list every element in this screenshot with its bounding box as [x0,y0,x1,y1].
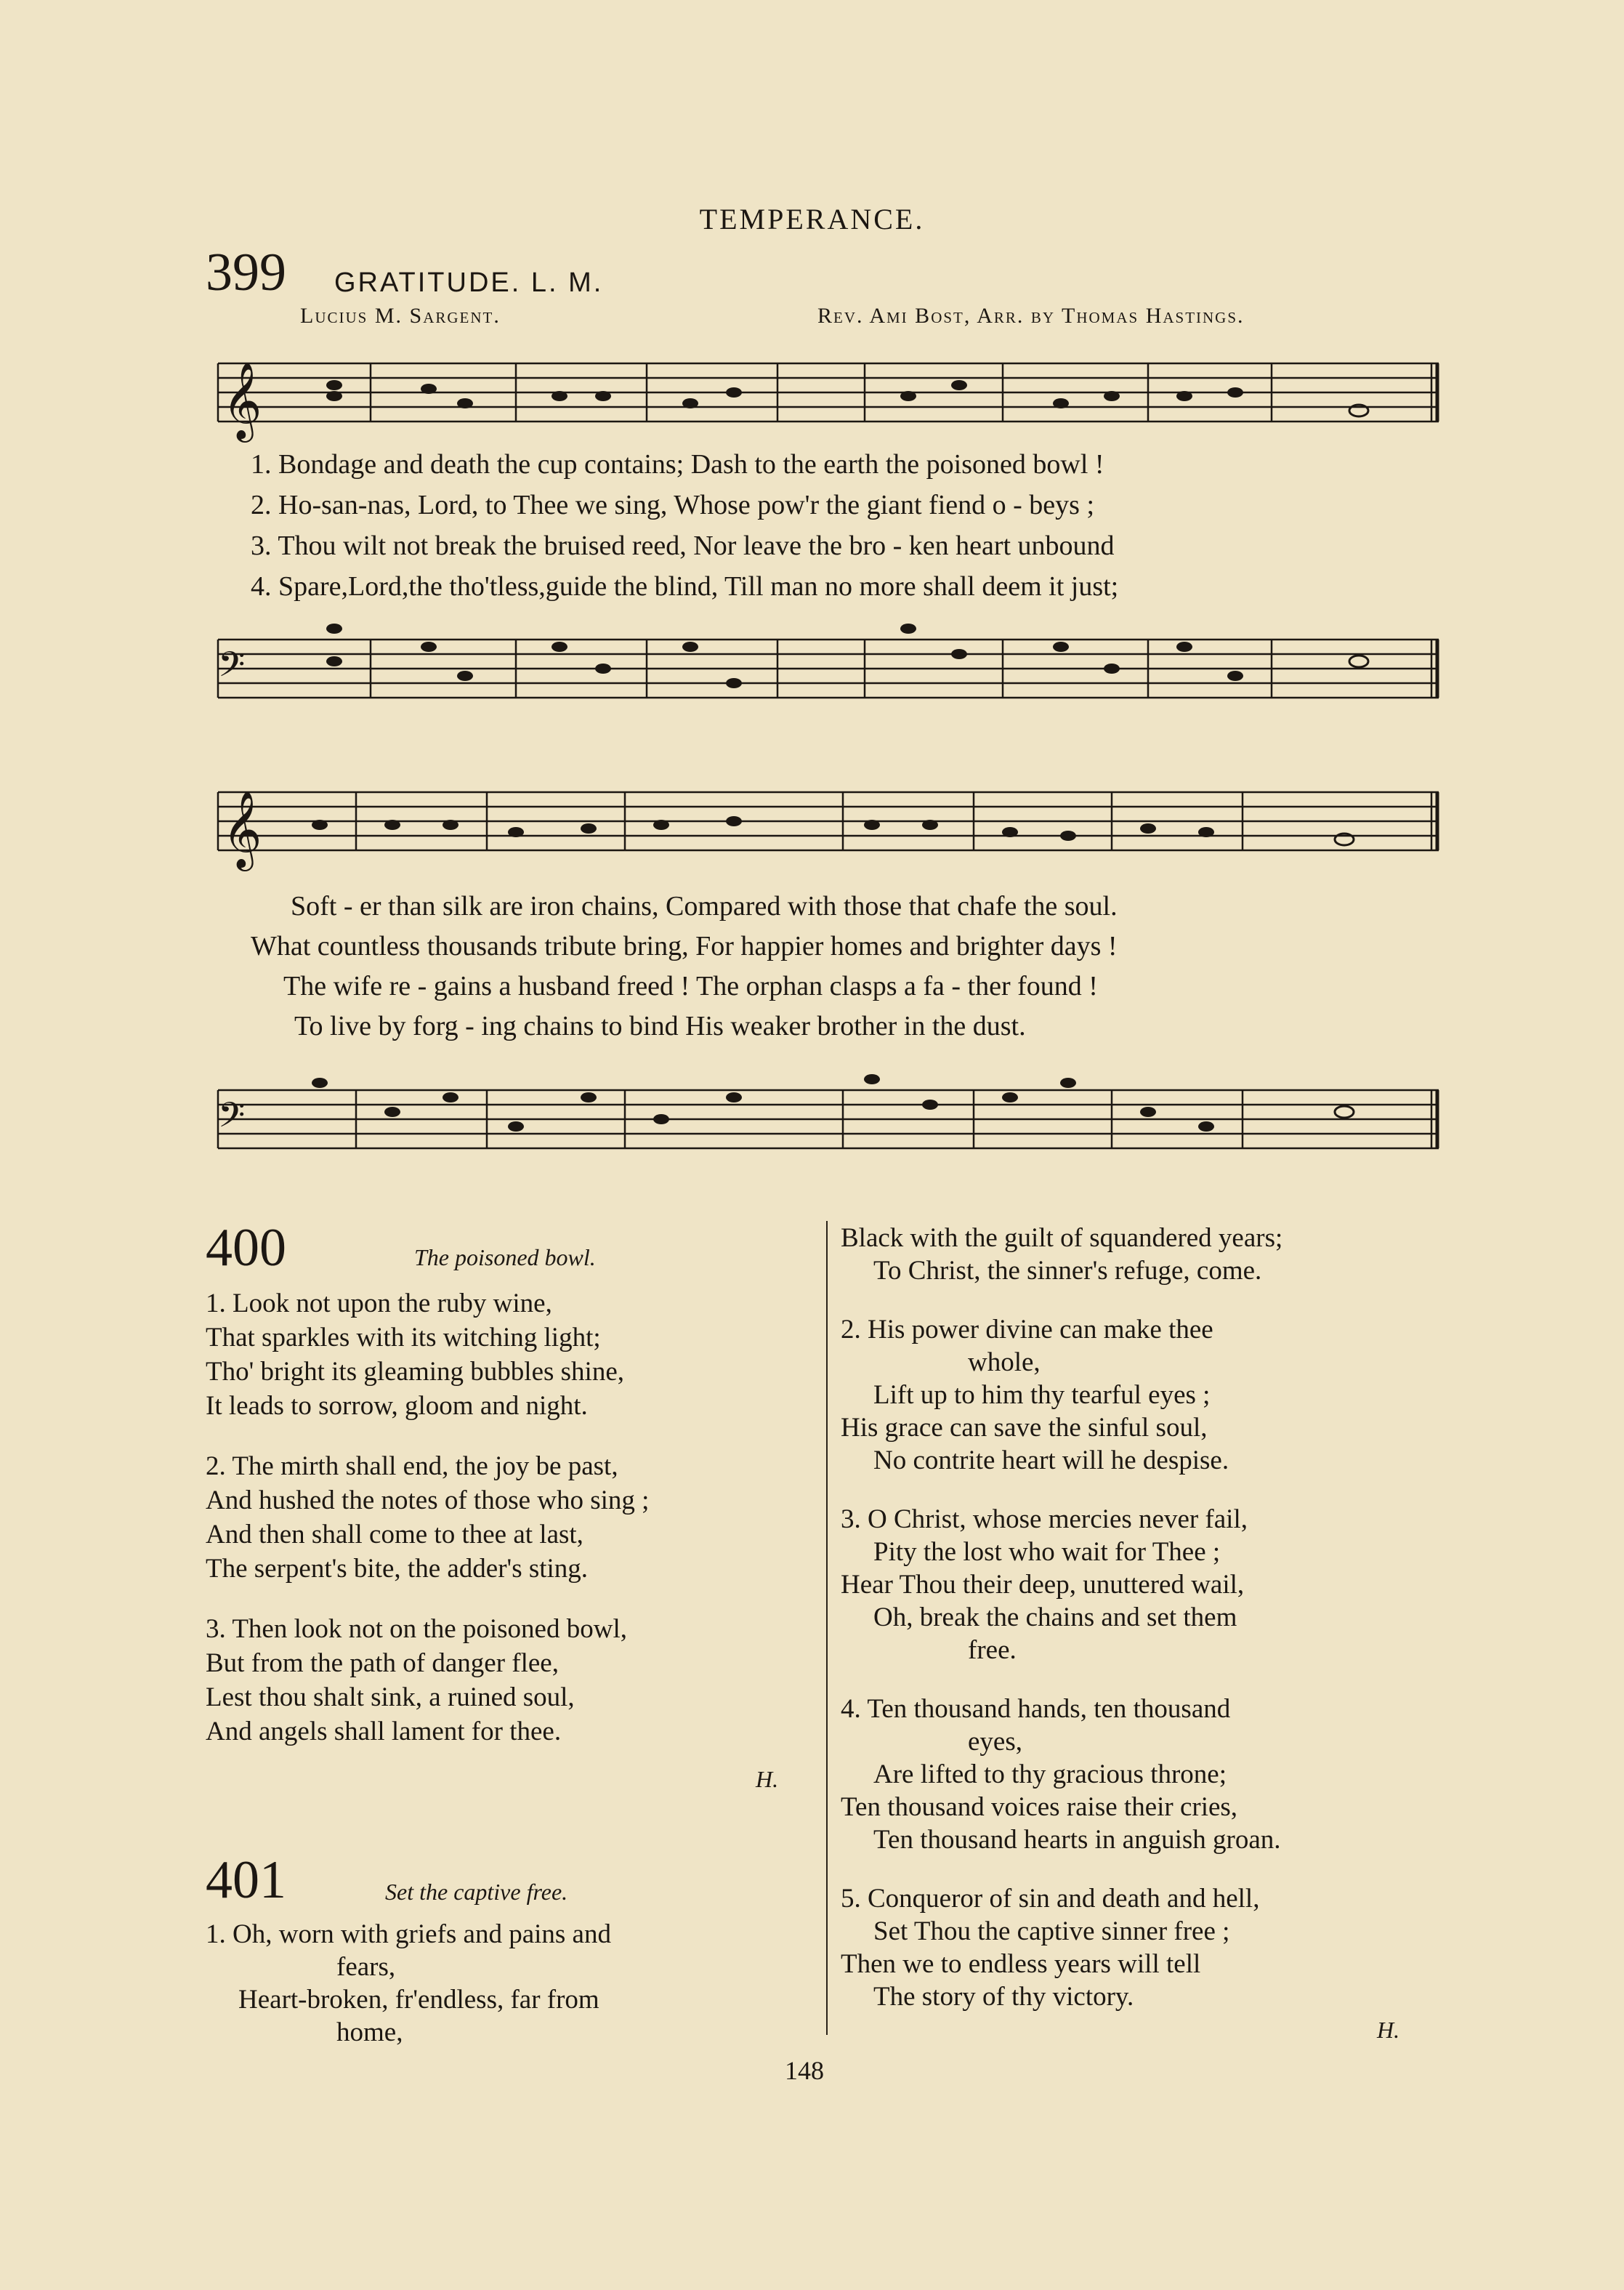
hymn-line: Tho' bright its gleaming bubbles shine, [206,1357,624,1387]
verse-block-a [251,451,1118,600]
column-divider [826,1221,828,2035]
hymn-line: The serpent's bite, the adder's sting. [206,1554,589,1584]
hymn-line: eyes, [968,1727,1022,1757]
hymn-line: And angels shall lament for thee. [206,1717,562,1746]
svg-text:𝄞: 𝄞 [222,363,262,438]
music-staff-treble-1 [211,342,1446,458]
music-staff-treble-2 [211,770,1446,887]
hymn-line: 2. The mirth shall end, the joy be past, [206,1451,618,1481]
hymn-number-400: 400 [206,1218,286,1278]
verse-line: 1. Bondage and death the cup contains; Dash to the earth the poisoned bowl ! [251,449,1104,480]
hymn-line: Ten thousand voices raise their cries, [841,1792,1238,1822]
hymn-line: 1. Look not upon the ruby wine, [206,1289,552,1318]
hymn-401-right-text [841,1225,1282,2010]
hymn-line: No contrite heart will he despise. [873,1446,1229,1475]
hymn-line: Pity the lost who wait for Thee ; [873,1537,1221,1567]
verse-line: Soft - er than silk are iron chains, Compared with those that chafe the soul. [291,891,1118,922]
hymn-line: His grace can save the sinful soul, [841,1413,1208,1443]
hymn-line: And then shall come to thee at last, [206,1520,583,1549]
verse-line: 2. Ho-san-nas, Lord, to Thee we sing, Whose pow'r the giant fiend o - beys ; [251,490,1095,520]
hymn-number-399: 399 [206,243,286,302]
tune-name: GRATITUDE. L. M. [334,267,604,298]
section-title: TEMPERANCE. [699,203,925,235]
hymn-line: That sparkles with its witching light; [206,1323,601,1352]
music-staff-bass-2 [211,1061,1446,1170]
hymn-subtitle-401: Set the captive free. [385,1879,568,1905]
hymn-line: Oh, break the chains and set them [873,1602,1237,1632]
verse-line: What countless thousands tribute bring, For happier homes and brighter days ! [251,931,1118,961]
hymn-number-401: 401 [206,1850,286,1910]
page-number: 148 [785,2056,824,2085]
hymn-line: fears, [336,1952,396,1982]
verse-line: 3. Thou wilt not break the bruised reed, Nor leave the bro - ken heart unbound [251,531,1115,561]
music-staff-bass-1 [211,610,1446,719]
hymn-401-signature: H. [1377,2017,1400,2043]
hymn-400-signature: H. [756,1766,779,1792]
verse-line: The wife re - gains a husband freed ! The orphan clasps a fa - ther found ! [283,971,1098,1001]
verse-line: To live by forg - ing chains to bind His weaker brother in the dust. [294,1011,1026,1041]
svg-text:𝄢: 𝄢 [218,645,246,693]
svg-text:𝄞: 𝄞 [222,792,262,866]
hymn-line: Heart-broken, fr'endless, far from [238,1985,599,2015]
hymn-400-text [206,1290,649,1745]
hymn-line: But from the path of danger flee, [206,1648,559,1678]
hymn-line: 1. Oh, worn with griefs and pains and [206,1919,611,1949]
hymn-line: Are lifted to thy gracious throne; [873,1759,1227,1789]
hymn-line: 4. Ten thousand hands, ten thousand [841,1694,1231,1724]
hymn-author: Lucius M. Sargent. [300,304,501,328]
hymn-subtitle-400: The poisoned bowl. [414,1244,596,1270]
hymn-line: Set Thou the captive sinner free ; [873,1916,1230,1946]
hymn-line: Hear Thou their deep, unuttered wail, [841,1570,1245,1600]
svg-text:𝄢: 𝄢 [218,1096,246,1143]
hymn-line: whole, [968,1347,1041,1377]
verse-line: 4. Spare,Lord,the tho'tless,guide the blind, Till man no more shall deem it just; [251,571,1119,602]
hymn-line: 2. His power divine can make thee [841,1315,1213,1344]
hymn-line: It leads to sorrow, gloom and night. [206,1391,588,1421]
verse-block-b [251,892,1118,1040]
hymn-401-left-text [206,1921,611,2046]
hymn-line: Then we to endless years will tell [841,1949,1201,1979]
hymn-line: free. [968,1635,1017,1665]
hymn-line: 3. Then look not on the poisoned bowl, [206,1614,627,1644]
hymn-line: To Christ, the sinner's refuge, come. [873,1256,1262,1286]
hymn-line: And hushed the notes of those who sing ; [206,1485,650,1515]
hymn-line: 5. Conqueror of sin and death and hell, [841,1884,1260,1914]
hymn-composer: Rev. Ami Bost, Arr. by Thomas Hastings. [817,304,1245,328]
hymn-line: Lest thou shalt sink, a ruined soul, [206,1682,575,1712]
hymn-line: home, [336,2017,403,2047]
hymn-line: 3. O Christ, whose mercies never fail, [841,1504,1248,1534]
hymn-line: Lift up to him thy tearful eyes ; [873,1380,1211,1410]
hymn-line: The story of thy victory. [873,1982,1134,2012]
hymn-line: Ten thousand hearts in anguish groan. [873,1825,1281,1855]
hymn-line: Black with the guilt of squandered years; [841,1223,1283,1253]
